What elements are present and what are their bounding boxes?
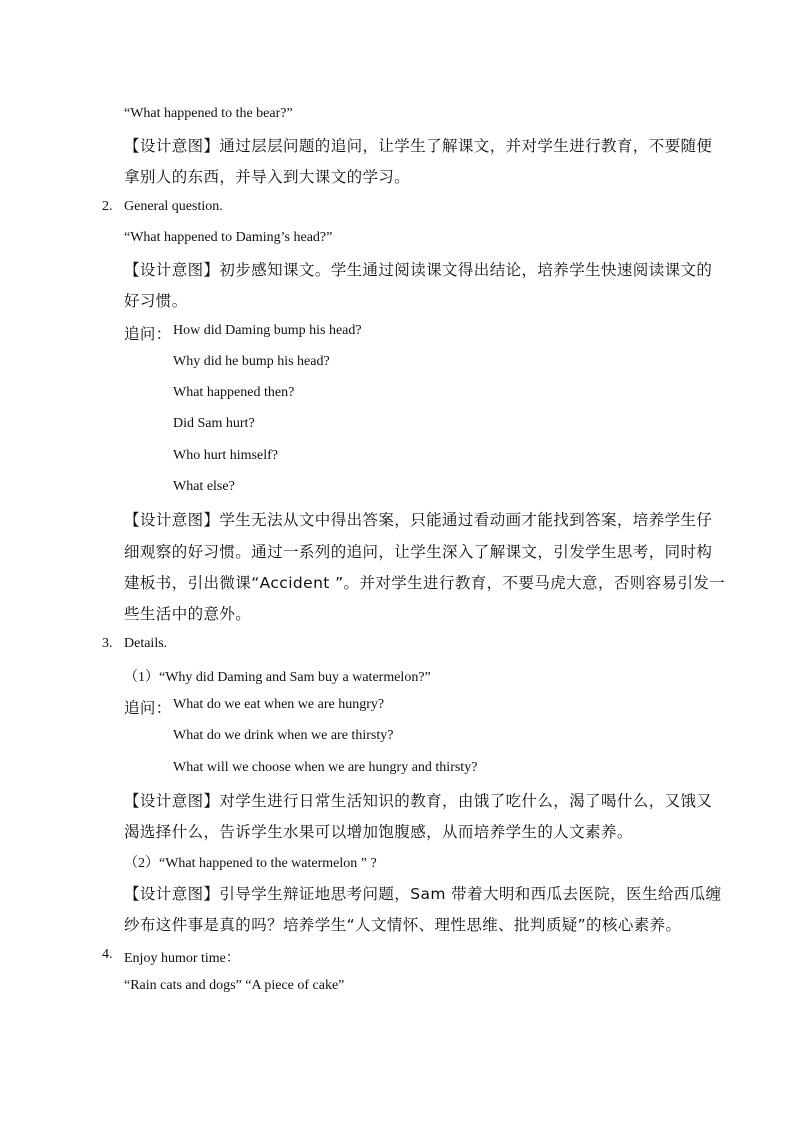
design-intent-text: 【设计意图】对学生进行日常生活知识的教育，由饿了吃什么，渴了喝什么，又饿又 xyxy=(124,792,713,810)
followup-question: Who hurt himself? xyxy=(173,448,278,463)
followup-question: What happened then? xyxy=(173,385,295,400)
section-heading: Details. xyxy=(124,636,168,651)
followup-question: Why did he bump his head? xyxy=(173,354,330,369)
followup-question: What will we choose when we are hungry and thirsty? xyxy=(173,760,478,775)
followup-question: What else? xyxy=(173,479,235,494)
list-number: 3. xyxy=(102,636,113,651)
list-number: 4. xyxy=(102,947,113,962)
design-intent-text: 【设计意图】通过层层问题的追问，让学生了解课文，并对学生进行教育，不要随便 xyxy=(124,137,713,155)
design-intent-text: 些生活中的意外。 xyxy=(124,605,252,623)
idioms-line: “Rain cats and dogs” “A piece of cake” xyxy=(124,978,345,993)
section-heading: Enjoy humor time： xyxy=(124,951,240,966)
design-intent-text: 【设计意图】引导学生辩证地思考问题，Sam 带着大明和西瓜去医院，医生给西瓜缠 xyxy=(124,885,722,903)
design-intent-text: 【设计意图】初步感知课文。学生通过阅读课文得出结论，培养学生快速阅读课文的 xyxy=(124,261,713,279)
followup-label: 追问： xyxy=(124,699,172,717)
followup-label: 追问： xyxy=(124,325,172,343)
section-heading: General question. xyxy=(124,199,223,214)
design-intent-text: 建板书，引出微课“Accident ”。并对学生进行教育，不要马虎大意，否则容易引发一 xyxy=(124,574,726,592)
design-intent-text: 细观察的好习惯。通过一系列的追问，让学生深入了解课文，引发学生思考，同时构 xyxy=(124,543,713,561)
design-intent-text: 好习惯。 xyxy=(124,292,188,310)
design-intent-text: 【设计意图】学生无法从文中得出答案，只能通过看动画才能找到答案，培养学生仔 xyxy=(124,511,713,529)
followup-question: What do we drink when we are thirsty? xyxy=(173,728,394,743)
followup-question: How did Daming bump his head? xyxy=(173,323,362,338)
question-watermelon-happened: （2）“What happened to the watermelon ” ? xyxy=(124,856,377,871)
question-watermelon-buy: （1）“Why did Daming and Sam buy a watermelon?” xyxy=(124,670,431,685)
design-intent-text: 渴选择什么，告诉学生水果可以增加饱腹感，从而培养学生的人文素养。 xyxy=(124,823,633,841)
followup-question: What do we eat when we are hungry? xyxy=(173,697,385,712)
question-bear: “What happened to the bear?” xyxy=(124,106,293,121)
design-intent-text: 纱布这件事是真的吗？培养学生“人文情怀、理性思维、批判质疑”的核心素养。 xyxy=(124,916,682,934)
followup-question: Did Sam hurt? xyxy=(173,416,255,431)
question-daming-head: “What happened to Daming’s head?” xyxy=(124,230,333,245)
list-number: 2. xyxy=(102,199,113,214)
design-intent-text: 拿别人的东西，并导入到大课文的学习。 xyxy=(124,168,411,186)
